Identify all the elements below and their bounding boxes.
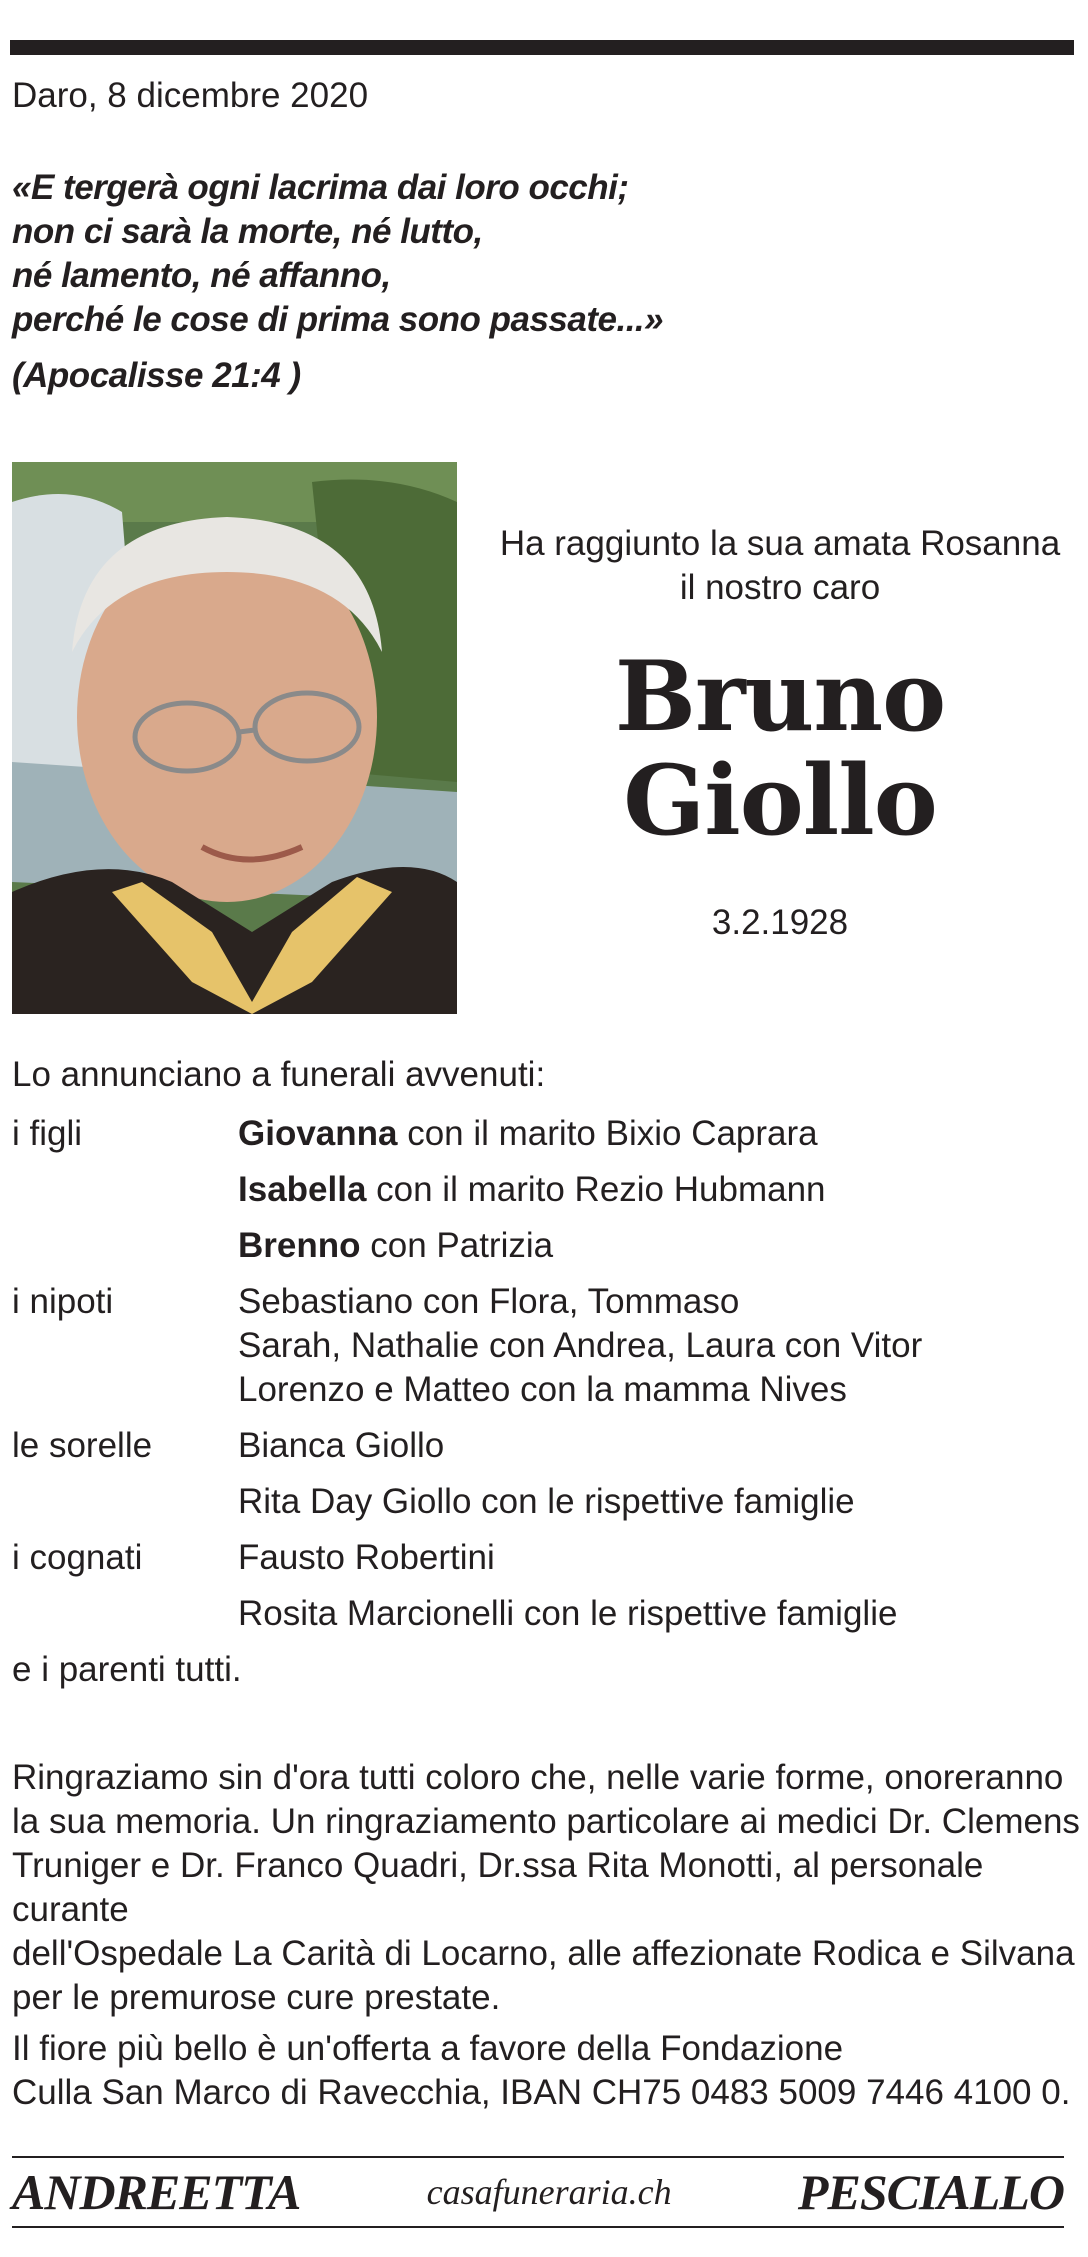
- intro-text: [470, 522, 1088, 610]
- child-name: Isabella: [238, 1170, 367, 1209]
- birth-date: 3.2.1928: [711, 903, 849, 942]
- deceased-name: [470, 640, 1088, 857]
- child-detail: con Patrizia: [360, 1226, 554, 1265]
- donation-note: [12, 2027, 1082, 2115]
- family-entry: Sebastiano con Flora, Tommaso: [238, 1282, 740, 1321]
- last-name: Giollo: [623, 744, 937, 857]
- thanks-line: per le premurose cure prestate.: [12, 1978, 501, 2017]
- family-group-cognati: [12, 1530, 1082, 1642]
- quote-line: perché le cose di prima sono passate...»: [12, 300, 664, 339]
- quote-line: non ci sarà la morte, né lutto,: [12, 212, 483, 251]
- family-group-nipoti: [12, 1274, 1082, 1412]
- website-link[interactable]: casafuneraria.ch: [426, 2172, 672, 2212]
- relation-label: i figli: [12, 1114, 83, 1153]
- top-rule: [10, 40, 1074, 55]
- family-entry: Rosita Marcionelli con le rispettive famiglie: [238, 1594, 898, 1633]
- child-detail: con il marito Rezio Hubmann: [366, 1170, 826, 1209]
- portrait-photo: [12, 462, 457, 1014]
- thanks-line: dell'Ospedale La Carità di Locarno, alle affezionate Rodica e Silvana: [12, 1934, 1075, 1973]
- intro-line: il nostro caro: [679, 568, 881, 607]
- relation-label: le sorelle: [12, 1426, 153, 1465]
- thanks-paragraph: [12, 1756, 1082, 2020]
- thanks-line: Truniger e Dr. Franco Quadri, Dr.ssa Rita Monotti, al personale curante: [12, 1846, 984, 1929]
- brand-pesciallo: PESCIALLO: [797, 2164, 1064, 2220]
- family-entry: [238, 1106, 1082, 1162]
- child-detail: con il marito Bixio Caprara: [397, 1114, 818, 1153]
- quote-source: (Apocalisse 21:4 ): [12, 356, 301, 395]
- quote-line: né lamento, né affanno,: [12, 256, 391, 295]
- place-date: Daro, 8 dicembre 2020: [12, 76, 369, 115]
- family-entry: [238, 1218, 1082, 1274]
- intro-line: Ha raggiunto la sua amata Rosanna: [499, 524, 1061, 563]
- family-group-sorelle: [12, 1418, 1082, 1530]
- brand-andreetta: ANDREETTA: [12, 2164, 301, 2220]
- family-entry: Rita Day Giollo con le rispettive famiglie: [238, 1482, 855, 1521]
- child-name: Brenno: [238, 1226, 361, 1265]
- relation-label: i nipoti: [12, 1282, 114, 1321]
- family-group-figli: [12, 1106, 1082, 1274]
- family-entry: Lorenzo e Matteo con la mamma Nives: [238, 1370, 847, 1409]
- child-name: Giovanna: [238, 1114, 398, 1153]
- family-entry: [238, 1162, 1082, 1218]
- bible-quote: [12, 166, 663, 398]
- family-closing: e i parenti tutti.: [12, 1650, 242, 1689]
- family-entry: Sarah, Nathalie con Andrea, Laura con Vitor: [238, 1326, 923, 1365]
- footer-bottom-rule: [12, 2226, 1064, 2228]
- donation-line: Culla San Marco di Ravecchia, IBAN CH75 0483 5009 7446 4100 0.: [12, 2073, 1071, 2112]
- first-name: Bruno: [614, 640, 946, 753]
- donation-line: Il fiore più bello è un'offerta a favore della Fondazione: [12, 2029, 844, 2068]
- family-entry: Fausto Robertini: [238, 1538, 495, 1577]
- family-list: [12, 1106, 1082, 1698]
- announcement: Lo annunciano a funerali avvenuti:: [12, 1055, 546, 1094]
- relation-label: i cognati: [12, 1538, 143, 1577]
- funeral-home-footer: [12, 2158, 1064, 2226]
- thanks-line: la sua memoria. Un ringraziamento particolare ai medici Dr. Clemens: [12, 1802, 1080, 1841]
- quote-line: «E tergerà ogni lacrima dai loro occhi;: [12, 168, 629, 207]
- family-entry: Bianca Giollo: [238, 1426, 445, 1465]
- thanks-line: Ringraziamo sin d'ora tutti coloro che, nelle varie forme, onoreranno: [12, 1758, 1064, 1797]
